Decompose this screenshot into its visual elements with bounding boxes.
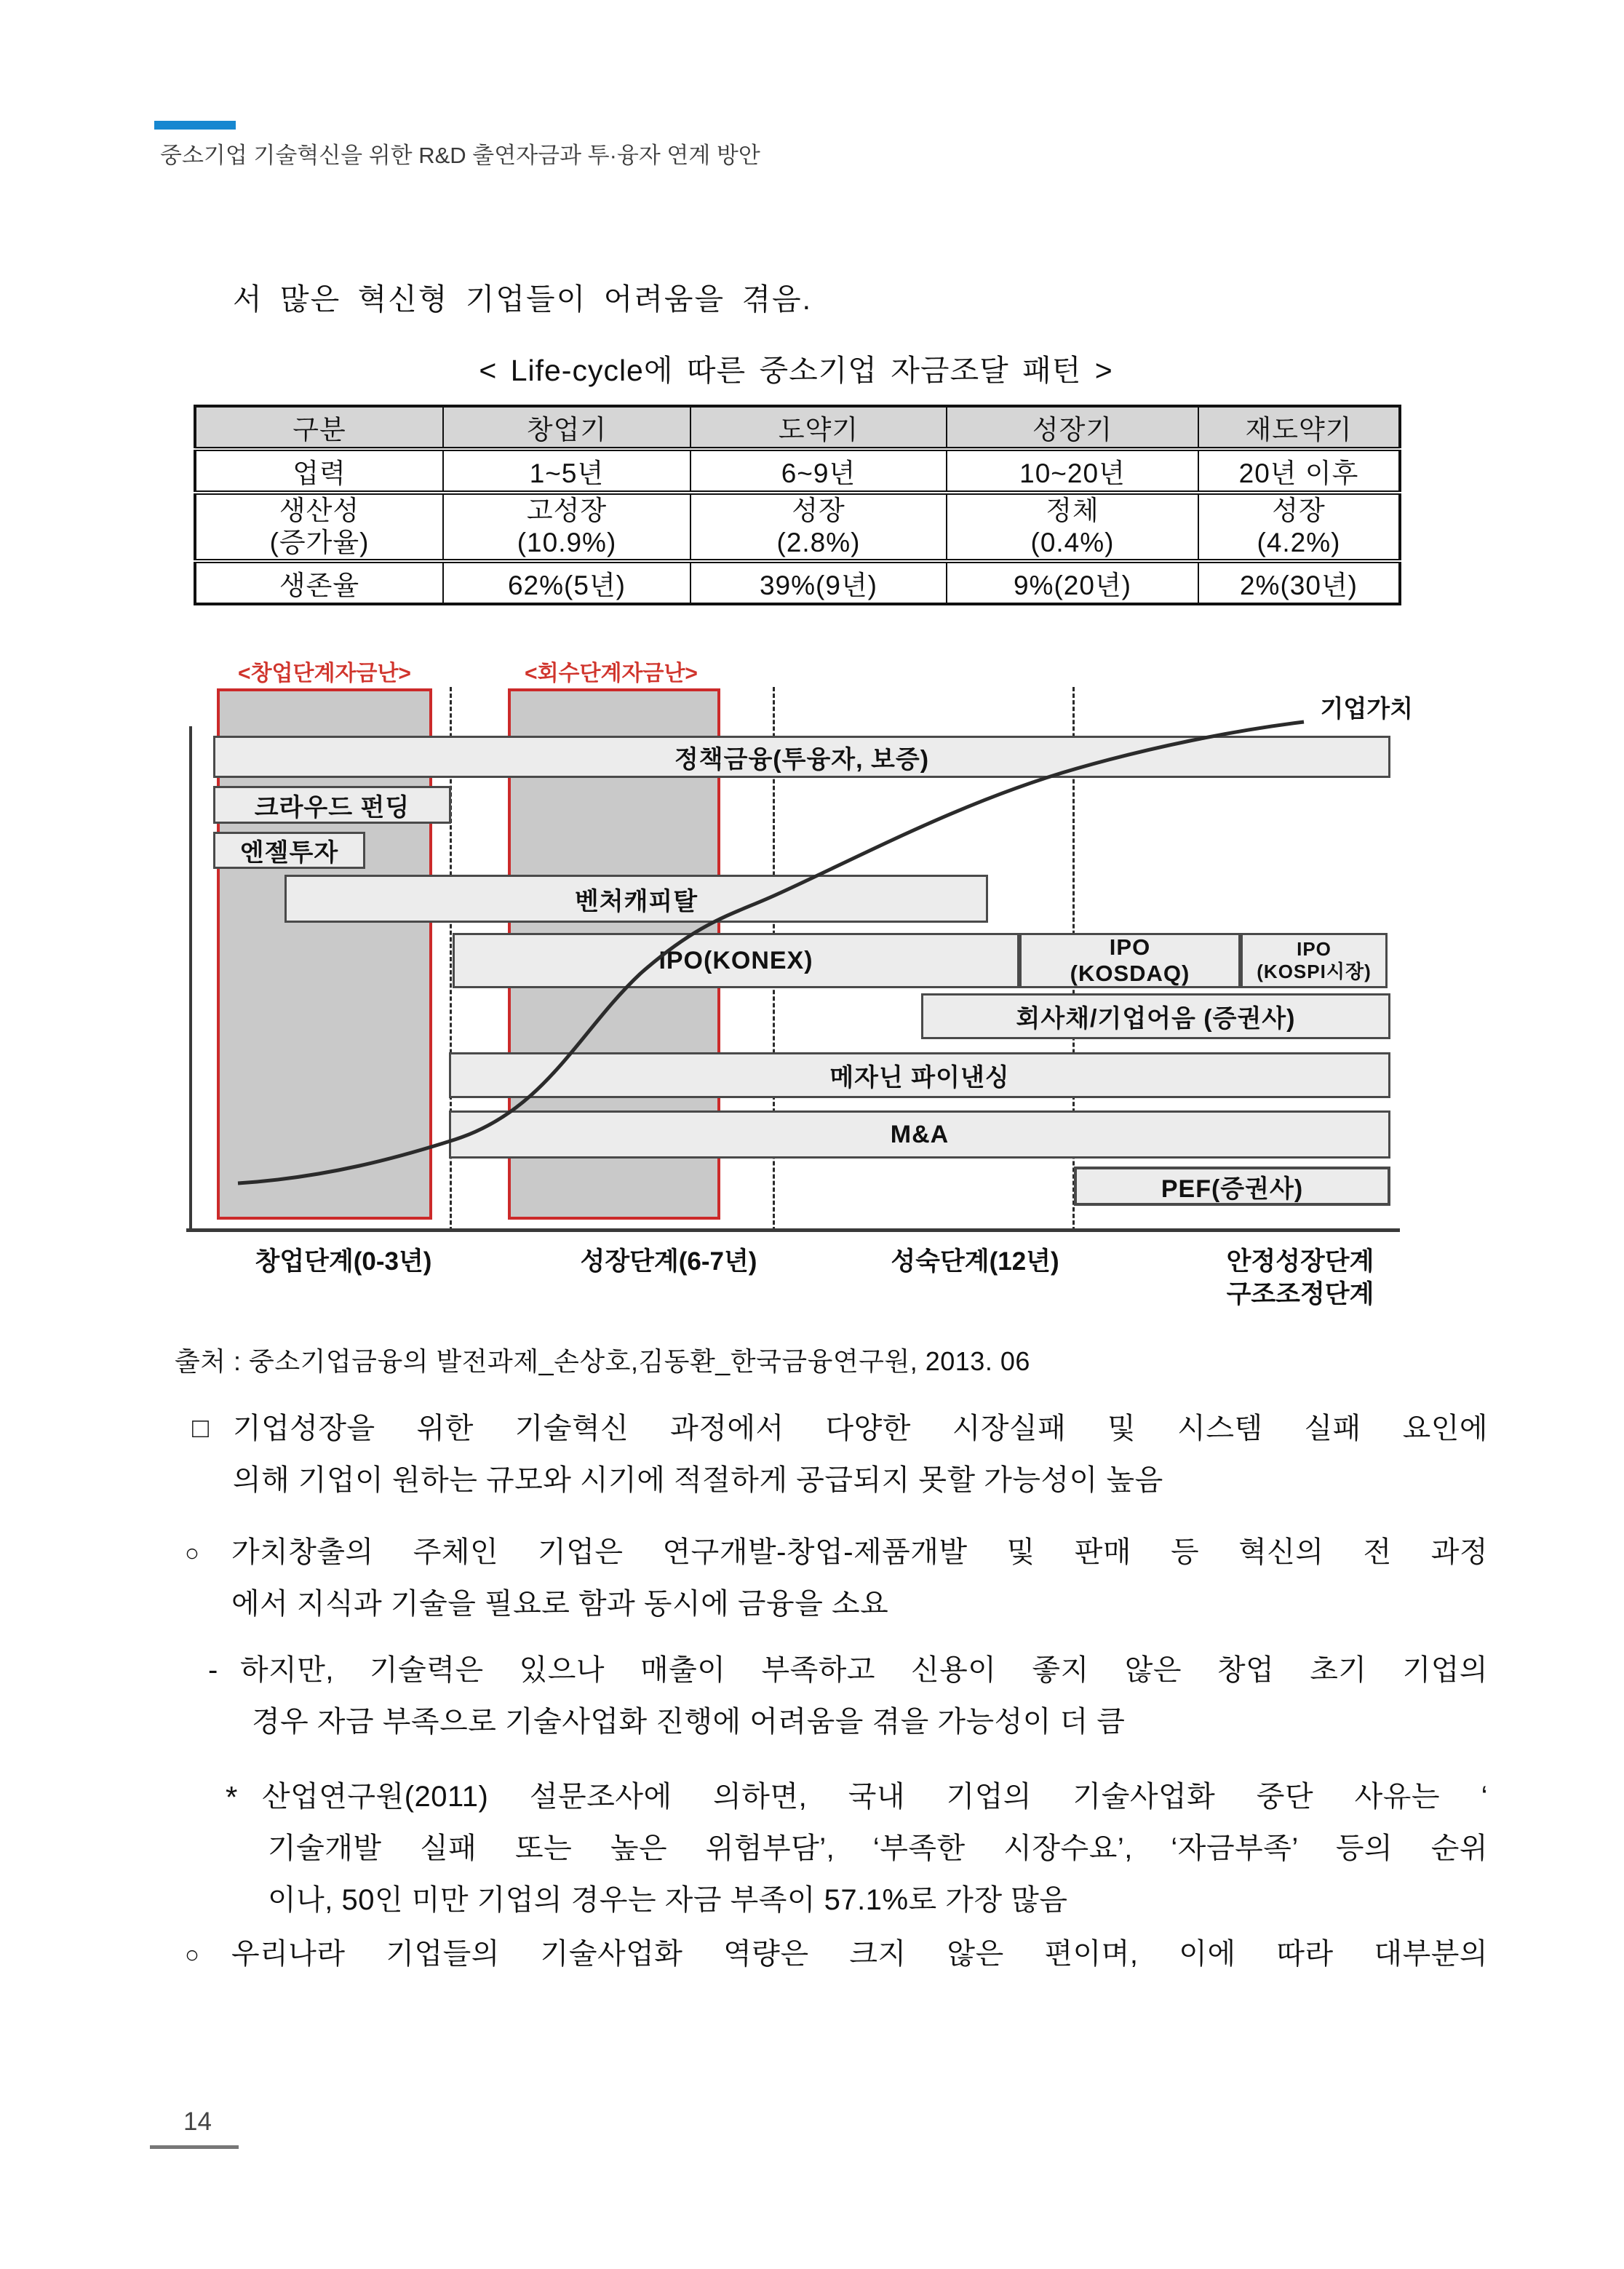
intro-sentence: 서 많은 혁신형 기업들이 어려움을 겪음.: [233, 282, 813, 316]
bar-ipo-kospi: [1241, 933, 1388, 988]
table-cell: 62%(5년): [443, 561, 690, 604]
bar-ipo-konex: IPO(KONEX): [453, 933, 1019, 988]
table-cell: 39%(9년): [690, 561, 947, 604]
paragraph-circle-bullet: [185, 1527, 1488, 1630]
paragraph-line: 가치창출의 주체인 기업은 연구개발-창업-제품개발 및 판매 등 혁신의 전 과정: [231, 1536, 1488, 1568]
circle-bullet-icon: ○: [185, 1539, 200, 1566]
bar-label-line: (KOSPI시장): [1257, 961, 1372, 982]
paragraph-circle-bullet: [185, 1928, 1488, 1980]
table-header-cell: 창업기: [443, 406, 690, 449]
bar-crowdfunding: 크라우드 펀딩: [213, 786, 451, 824]
bar-label-line: IPO: [1297, 938, 1332, 960]
header-accent-bar: [154, 121, 236, 130]
bar-pef: PEF(증권사): [1074, 1167, 1390, 1206]
table-header-cell: 도약기: [690, 406, 947, 449]
table-row: [195, 493, 1400, 561]
table-cell: 1~5년: [443, 449, 690, 493]
stage-label-maturity: 성숙단계(12년): [891, 1247, 1059, 1276]
square-bullet-icon: □: [192, 1413, 210, 1444]
table-cell: [1198, 493, 1400, 561]
table-header-cell: 구분: [195, 406, 443, 449]
cell-line: 정체: [1046, 496, 1099, 525]
paragraph-asterisk-note: [226, 1771, 1488, 1926]
cell-line: 고성장: [526, 496, 608, 525]
paragraph-line: 산업연구원(2011) 설문조사에 의하면, 국내 기업의 기술사업화 중단 사유는 ‘: [262, 1781, 1488, 1813]
table-cell: 9%(20년): [947, 561, 1198, 604]
table-title: < Life-cycle에 따른 중소기업 자금조달 패턴 >: [479, 354, 1113, 387]
table-header-cell: 재도약기: [1198, 406, 1400, 449]
cell-line: 성장: [1272, 496, 1326, 525]
circle-bullet-icon: ○: [185, 1941, 200, 1968]
x-axis-line: [186, 1228, 1400, 1232]
cell-line: (10.9%): [517, 528, 617, 557]
cell-line: (0.4%): [1030, 528, 1115, 557]
bar-policy-finance: 정책금융(투융자, 보증): [213, 736, 1390, 778]
table-cell: 20년 이후: [1198, 449, 1400, 493]
stage-label-stable-restructure: [1177, 1245, 1424, 1311]
asterisk-bullet-icon: *: [226, 1780, 238, 1814]
stage-label-startup: 창업단계(0-3년): [255, 1247, 432, 1276]
bar-angel-investment: 엔젤투자: [213, 832, 365, 869]
bar-mezzanine-financing: 메자닌 파이낸싱: [449, 1052, 1390, 1098]
page-number: 14: [183, 2107, 212, 2136]
lifecycle-funding-diagram: [167, 639, 1470, 1323]
table-row: [195, 449, 1400, 493]
enterprise-value-label: 기업가치: [1320, 695, 1413, 722]
stage-label-line: 안정성장단계: [1226, 1247, 1374, 1276]
bar-corporate-bond: 회사채/기업어음 (증권사): [921, 993, 1390, 1039]
page-number-rule: [150, 2145, 239, 2149]
cell-line: (2.8%): [776, 528, 861, 557]
bar-venture-capital: 벤처캐피탈: [284, 875, 988, 923]
table-cell: [690, 493, 947, 561]
paragraph-dash-bullet: [208, 1645, 1488, 1748]
cell-line: 성장: [792, 496, 845, 525]
table-cell: 6~9년: [690, 449, 947, 493]
cell-line: (증가율): [269, 528, 370, 557]
bar-label-line: IPO: [1109, 934, 1151, 960]
paragraph-line: 기술개발 실패 또는 높은 위험부담’, ‘부족한 시장수요’, ‘자금부족’ 등의 순위: [268, 1832, 1488, 1864]
bar-mna: M&A: [449, 1110, 1390, 1159]
startup-crisis-label: <창업단계자금난>: [238, 661, 411, 686]
paragraph-line: 우리나라 기업들의 기술사업화 역량은 크지 않은 편이며, 이에 따라 대부분의: [231, 1938, 1488, 1970]
table-cell: 업력: [195, 449, 443, 493]
paragraph-line: 의해 기업이 원하는 규모와 시기에 적절하게 공급되지 못할 가능성이 높음: [233, 1464, 1163, 1496]
paragraph-line: 기업성장을 위한 기술혁신 과정에서 다양한 시장실패 및 시스템 실패 요인에: [233, 1412, 1488, 1445]
figure-source-citation: 출처 : 중소기업금융의 발전과제_손상호,김동환_한국금융연구원, 2013. 06: [175, 1346, 1030, 1376]
paragraph-line: 이나, 50인 미만 기업의 경우는 자금 부족이 57.1%로 가장 많음: [268, 1884, 1068, 1916]
table-row: [195, 561, 1400, 604]
bar-ipo-kosdaq: [1019, 933, 1241, 988]
table-header-row: [195, 406, 1400, 449]
bar-label-line: (KOSDAQ): [1070, 961, 1190, 986]
running-header-title: 중소기업 기술혁신을 위한 R&D 출연자금과 투·융자 연계 방안: [160, 143, 760, 168]
table-cell: 2%(30년): [1198, 561, 1400, 604]
table-cell: 생존율: [195, 561, 443, 604]
table-cell: [195, 493, 443, 561]
y-axis-line: [189, 726, 192, 1231]
paragraph-line: 하지만, 기술력은 있으나 매출이 부족하고 신용이 좋지 않은 창업 초기 기업의: [240, 1654, 1488, 1686]
table-cell: [947, 493, 1198, 561]
paragraph-square-bullet: [192, 1403, 1488, 1506]
stage-label-line: 구조조정단계: [1226, 1280, 1374, 1308]
lifecycle-funding-table: [194, 405, 1401, 605]
recovery-crisis-label: <회수단계자금난>: [525, 661, 698, 686]
cell-line: (4.2%): [1257, 528, 1341, 557]
table-header-cell: 성장기: [947, 406, 1198, 449]
paragraph-line: 에서 지식과 기술을 필요로 함과 동시에 금융을 소요: [231, 1588, 889, 1620]
cell-line: 생산성: [279, 496, 360, 525]
table-cell: 10~20년: [947, 449, 1198, 493]
paragraph-line: 경우 자금 부족으로 기술사업화 진행에 어려움을 겪을 가능성이 더 큼: [252, 1706, 1126, 1738]
dash-bullet-icon: -: [208, 1654, 218, 1686]
stage-label-growth: 성장단계(6-7년): [580, 1247, 757, 1276]
table-cell: [443, 493, 690, 561]
